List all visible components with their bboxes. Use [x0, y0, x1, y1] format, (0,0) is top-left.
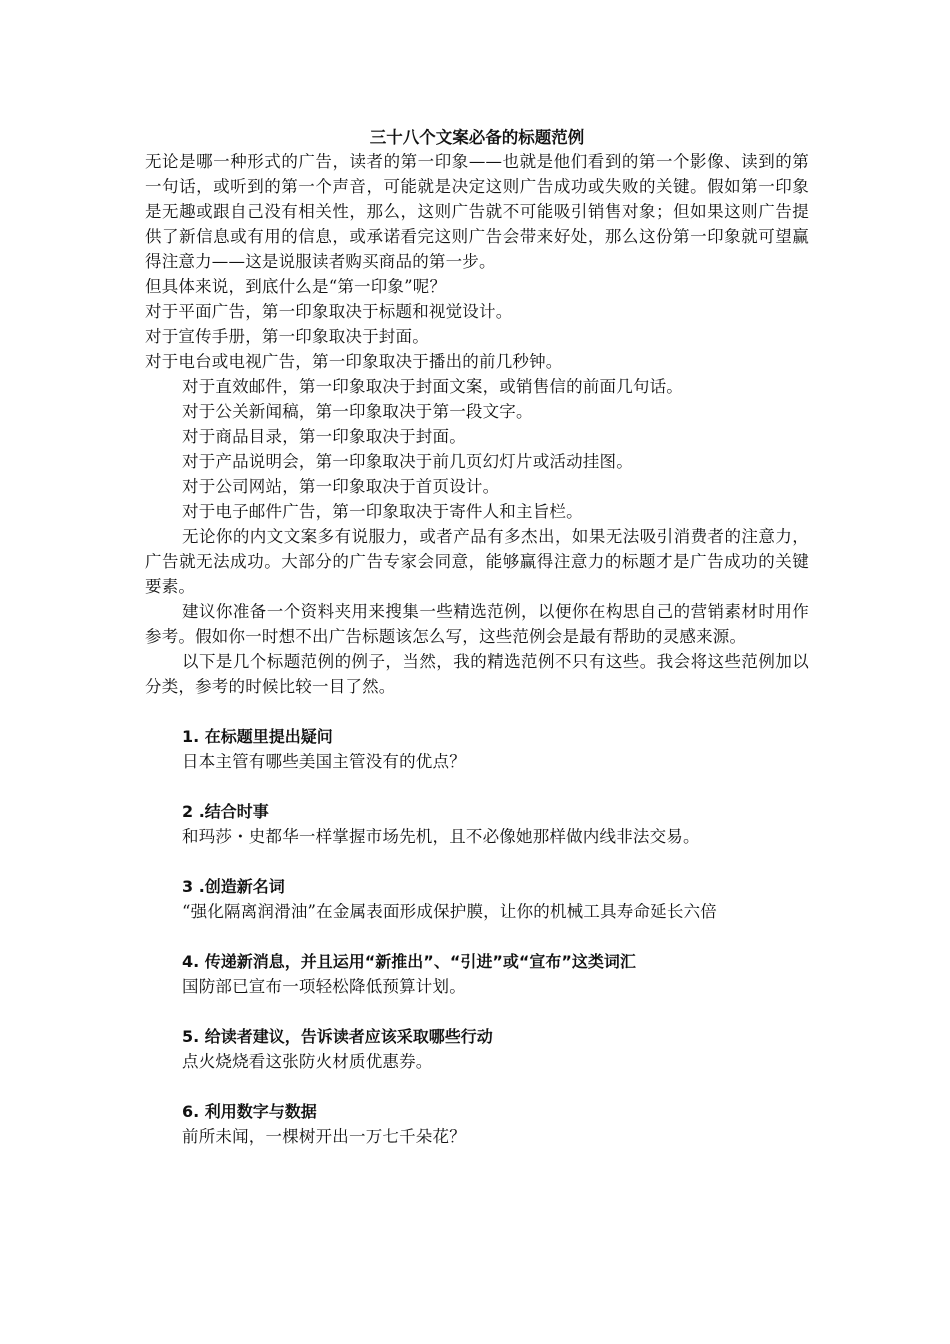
section-2 — [145, 799, 809, 849]
section-example: 日本主管有哪些美国主管没有的优点？ — [182, 752, 466, 771]
section-example: 点火烧烧看这张防火材质优惠券。 — [182, 1052, 433, 1071]
section-4 — [145, 949, 809, 999]
section-example: “强化隔离润滑油”在金属表面形成保护膜，让你的机械工具寿命延长六倍 — [182, 902, 717, 921]
section-example: 和玛莎・史都华一样掌握市场先机，且不必像她那样做内线非法交易。 — [182, 827, 700, 846]
spacer — [145, 774, 809, 799]
media-line-email: 对于电子邮件广告，第一印象取决于寄件人和主旨栏。 — [182, 502, 583, 521]
media-line-presentation: 对于产品说明会，第一印象取决于前几页幻灯片或活动挂图。 — [182, 452, 633, 471]
section-heading: 3 .创造新名词 — [182, 877, 285, 896]
section-1 — [145, 724, 809, 774]
examples-paragraph: 以下是几个标题范例的例子，当然，我的精选范例不只有这些。我会将这些范例加以分类，参考的时候比较一目了然。 — [145, 652, 809, 696]
section-6 — [145, 1099, 809, 1149]
section-5 — [145, 1024, 809, 1074]
media-line-print: 对于平面广告，第一印象取决于标题和视觉设计。 — [145, 302, 513, 321]
folder-paragraph: 建议你准备一个资料夹用来搜集一些精选范例，以便你在构思自己的营销素材时用作参考。假如你一时想不出广告标题该怎么写，这些范例会是最有帮助的灵感来源。 — [145, 602, 809, 646]
media-line-website: 对于公司网站，第一印象取决于首页设计。 — [182, 477, 500, 496]
spacer — [145, 999, 809, 1024]
attention-paragraph: 无论你的内文文案多有说服力，或者产品有多杰出，如果无法吸引消费者的注意力，广告就无法成功。大部分的广告专家会同意，能够赢得注意力的标题才是广告成功的关键要素。 — [145, 527, 809, 596]
document-title: 三十八个文案必备的标题范例 — [369, 128, 585, 147]
section-heading: 2 .结合时事 — [182, 802, 269, 821]
media-line-broadcast: 对于电台或电视广告，第一印象取决于播出的前几秒钟。 — [145, 352, 563, 371]
section-3 — [145, 874, 809, 924]
section-example: 前所未闻，一棵树开出一万七千朵花？ — [182, 1127, 466, 1146]
media-line-press-release: 对于公关新闻稿，第一印象取决于第一段文字。 — [182, 402, 533, 421]
question-line: 但具体来说，到底什么是“第一印象”呢？ — [145, 277, 447, 296]
section-heading: 1. 在标题里提出疑问 — [182, 727, 333, 746]
spacer — [145, 699, 809, 724]
document-page — [145, 126, 809, 1149]
media-line-direct-mail: 对于直效邮件，第一印象取决于封面文案，或销售信的前面几句话。 — [182, 377, 683, 396]
section-example: 国防部已宣布一项轻松降低预算计划。 — [182, 977, 466, 996]
media-line-brochure: 对于宣传手册，第一印象取决于封面。 — [145, 327, 429, 346]
media-line-catalog: 对于商品目录，第一印象取决于封面。 — [182, 427, 466, 446]
section-heading: 5. 给读者建议，告诉读者应该采取哪些行动 — [182, 1027, 493, 1046]
spacer — [145, 849, 809, 874]
section-heading: 6. 利用数字与数据 — [182, 1102, 317, 1121]
spacer — [145, 1074, 809, 1099]
section-heading: 4. 传递新消息，并且运用“新推出”、“引进”或“宣布”这类词汇 — [182, 952, 636, 971]
spacer — [145, 924, 809, 949]
intro-paragraph: 无论是哪一种形式的广告，读者的第一印象——也就是他们看到的第一个影像、读到的第一句话，或听到的第一个声音，可能就是决定这则广告成功或失败的关键。假如第一印象是无趣或跟自己没有相关性，那么，这则广告就不可能吸引销售对象；但如果这则广告提供了新信息或有用的信息，或承诺看完这则广告会带来好处，那么这份第一印象就可望赢得注意力——这是说服读者购买商品的第一步。 — [145, 152, 809, 271]
